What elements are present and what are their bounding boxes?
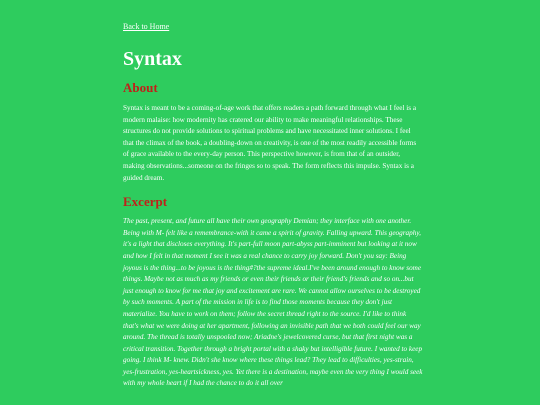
- excerpt-text: The past, present, and future all have their own geography Demian; they interface with one another. Being with M- felt like a remembrance-with it came a spirit of gravity. Falling upward. This geography, it's a light that discloses everything. It's part-full moon part-abyss part-imminent but looking at it now and how I felt in that moment I see it was a real chance to carry joy forward. Don't you say: Being joyous is the thing...to be joyous is the thing#?the supreme ideal.I've been around enough to know some things. Maybe not as much as my friends or even their friends or their friend's friends and so on...but just enough to know for me that joy and excitement are rare. We cannot allow ourselves to be destroyed by such moments. A part of the mission in life is to find those moments because they don't just materialize. You have to work on them; follow the secret thread right to the source. I'd like to think that's what we were doing at her apartment, following an invisible path that we both could feel our way around. The thread is totally unspooled now; Ariadne's jewelcovered curse, but that first night was a critical transition. Together through a bright portal with a shaky but intelligible future. I wanted to keep going. I think M- knew. Didn't she know where these things lead? They lead to difficulties, yes-strain, yes-frustration, yes-heartsickness, yes. Yet there is a destination, maybe even the very thing I would seek with my whole heart if I had the chance to do it all over: [123, 217, 423, 388]
- page-title: Syntax: [123, 48, 182, 70]
- excerpt-heading: Excerpt: [123, 194, 168, 210]
- excerpt-section: [123, 194, 423, 390]
- about-section: [123, 80, 423, 184]
- page-container: [123, 16, 423, 390]
- about-heading: About: [123, 80, 158, 95]
- about-text: Syntax is meant to be a coming-of-age work that offers readers a path forward through what I feel is a modern malaise: how modernity has cratered our ability to make meaningful relationships. These structures do not provide solutions to spiritual problems and have necessitated inner solutions. I feel that the climax of the book, a doubling-down on creativity, is one of the most readily accessible forms of grace available to the every-day person. This perspective however, is from that of an outsider, making observations...someone on the fringes so to speak. The form reflects this impulse. Syntax is a guided dream.: [123, 104, 417, 182]
- back-to-home-link[interactable]: Back to Home: [123, 22, 170, 31]
